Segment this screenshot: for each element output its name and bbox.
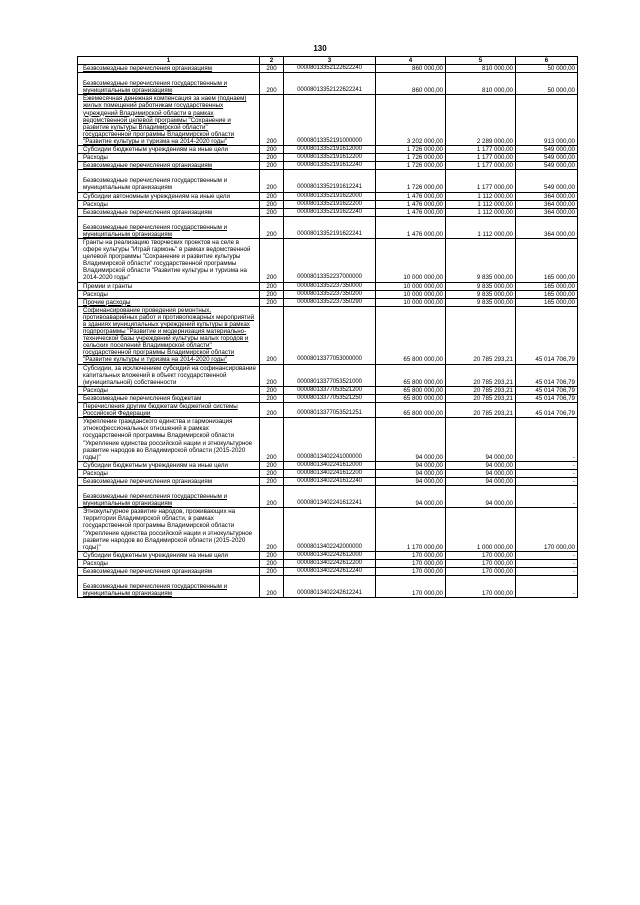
row-name-text: Безвозмездные перечисления организациям: [83, 477, 212, 485]
row-unexecuted-cell: -: [516, 486, 578, 508]
row-approved-cell: 170 000,00: [376, 568, 446, 576]
row-classification-code-cell: 00008013352122622240: [284, 65, 376, 73]
row-unexecuted-cell: 364 000,00: [516, 216, 578, 238]
row-admin-code-cell: 200: [260, 200, 284, 208]
row-classification-code-cell: 00008013352191612200: [284, 154, 376, 162]
row-admin-code-cell: 200: [260, 298, 284, 306]
row-unexecuted-cell: -: [516, 418, 578, 462]
row-approved-cell: 10 000 000,00: [376, 298, 446, 306]
row-classification-code-cell: 00008013352191622240: [284, 208, 376, 216]
row-unexecuted-cell: 364 000,00: [516, 192, 578, 200]
row-name-text: Прочие расходы: [83, 298, 131, 306]
row-unexecuted-cell: -: [516, 559, 578, 567]
row-approved-cell: 94 000,00: [376, 477, 446, 485]
row-unexecuted-cell: 45 014 706,79: [516, 364, 578, 386]
row-name-cell: [78, 403, 260, 418]
row-classification-code-cell: 00008013377053521000: [284, 364, 376, 386]
row-classification-code-cell: 00008013352191612241: [284, 170, 376, 192]
column-header: 4: [376, 57, 446, 65]
table-row: [78, 73, 578, 95]
row-executed-cell: 20 785 293,21: [446, 394, 516, 402]
row-unexecuted-cell: 170 000,00: [516, 508, 578, 552]
row-classification-code-cell: 00008013402242612241: [284, 576, 376, 598]
row-admin-code-cell: 200: [260, 282, 284, 290]
row-name-text: Безвозмездные перечисления организациям: [83, 162, 212, 170]
table-row: [78, 394, 578, 402]
column-header: 5: [446, 57, 516, 65]
row-name-cell: [78, 508, 260, 552]
row-classification-code-cell: 00008013402241000000: [284, 418, 376, 462]
row-executed-cell: 1 112 000,00: [446, 200, 516, 208]
row-name-text: Субсидии автономным учреждениям на иные цели: [83, 192, 230, 200]
row-classification-code-cell: 00008013352237350290: [284, 298, 376, 306]
row-unexecuted-cell: 549 000,00: [516, 146, 578, 154]
row-classification-code-cell: 00008013377053000000: [284, 306, 376, 364]
row-name-cell: [78, 216, 260, 238]
row-executed-cell: 170 000,00: [446, 559, 516, 567]
row-unexecuted-cell: -: [516, 461, 578, 469]
row-unexecuted-cell: 50 000,00: [516, 73, 578, 95]
table-row: [78, 65, 578, 73]
row-name-text: Безвозмездные перечисления организациям: [83, 65, 212, 73]
row-approved-cell: 170 000,00: [376, 576, 446, 598]
table-row: [78, 290, 578, 298]
row-name-cell: [78, 386, 260, 394]
column-header: 2: [260, 57, 284, 65]
row-approved-cell: 1 476 000,00: [376, 216, 446, 238]
row-classification-code-cell: 00008013352191622000: [284, 192, 376, 200]
row-name-cell: [78, 162, 260, 170]
row-approved-cell: 65 800 000,00: [376, 403, 446, 418]
row-executed-cell: 1 177 000,00: [446, 154, 516, 162]
row-name-cell: [78, 477, 260, 485]
row-unexecuted-cell: 45 014 706,79: [516, 403, 578, 418]
row-unexecuted-cell: 364 000,00: [516, 200, 578, 208]
row-name-cell: [78, 559, 260, 567]
column-header: 3: [284, 57, 376, 65]
row-approved-cell: 1 170 000,00: [376, 508, 446, 552]
row-approved-cell: 10 000 000,00: [376, 290, 446, 298]
row-name-cell: [78, 461, 260, 469]
row-admin-code-cell: 200: [260, 238, 284, 282]
table-row: [78, 508, 578, 552]
row-admin-code-cell: 200: [260, 418, 284, 462]
row-name-text: Расходы: [83, 154, 108, 162]
row-name-cell: [78, 282, 260, 290]
row-name-text: Безвозмездные перечисления бюджетам: [83, 394, 202, 402]
row-unexecuted-cell: 165 000,00: [516, 298, 578, 306]
row-name-text: Безвозмездные перечисления организациям: [83, 568, 212, 575]
row-executed-cell: 9 835 000,00: [446, 298, 516, 306]
row-classification-code-cell: 00008013402241612240: [284, 477, 376, 485]
table-header-row: [78, 57, 578, 65]
row-unexecuted-cell: -: [516, 469, 578, 477]
row-name-text: Безвозмездные перечисления государственным и муниципальным организациям: [83, 177, 228, 192]
row-approved-cell: 1 726 000,00: [376, 154, 446, 162]
row-approved-cell: 170 000,00: [376, 559, 446, 567]
row-admin-code-cell: 200: [260, 486, 284, 508]
row-executed-cell: 1 177 000,00: [446, 146, 516, 154]
row-executed-cell: 20 785 293,21: [446, 386, 516, 394]
row-unexecuted-cell: 913 000,00: [516, 95, 578, 146]
row-classification-code-cell: 00008013402242612240: [284, 568, 376, 576]
row-classification-code-cell: 00008013352237350200: [284, 290, 376, 298]
row-admin-code-cell: 200: [260, 508, 284, 552]
row-unexecuted-cell: -: [516, 477, 578, 485]
row-classification-code-cell: 00008013352122622241: [284, 73, 376, 95]
table-row: [78, 162, 578, 170]
row-admin-code-cell: 200: [260, 551, 284, 559]
row-name-cell: [78, 238, 260, 282]
row-admin-code-cell: 200: [260, 95, 284, 146]
row-classification-code-cell: 00008013402242612200: [284, 559, 376, 567]
row-classification-code-cell: 00008013352191622241: [284, 216, 376, 238]
row-name-cell: [78, 73, 260, 95]
row-admin-code-cell: 200: [260, 192, 284, 200]
table-row: [78, 170, 578, 192]
table-row: [78, 418, 578, 462]
row-approved-cell: 94 000,00: [376, 461, 446, 469]
row-approved-cell: 94 000,00: [376, 486, 446, 508]
row-spacer: [83, 486, 257, 493]
row-name-cell: [78, 154, 260, 162]
row-admin-code-cell: 200: [260, 290, 284, 298]
row-approved-cell: 65 800 000,00: [376, 306, 446, 364]
row-executed-cell: 94 000,00: [446, 469, 516, 477]
row-unexecuted-cell: 364 000,00: [516, 208, 578, 216]
row-classification-code-cell: 00008013377053521250: [284, 394, 376, 402]
row-executed-cell: 20 785 293,21: [446, 306, 516, 364]
row-name-text: Расходы: [83, 386, 108, 394]
row-executed-cell: 20 785 293,21: [446, 403, 516, 418]
row-name-cell: [78, 65, 260, 73]
row-name-cell: [78, 364, 260, 386]
row-admin-code-cell: 200: [260, 208, 284, 216]
row-unexecuted-cell: 45 014 706,79: [516, 306, 578, 364]
row-unexecuted-cell: 549 000,00: [516, 162, 578, 170]
row-admin-code-cell: 200: [260, 461, 284, 469]
row-approved-cell: 1 726 000,00: [376, 146, 446, 154]
row-name-text: Безвозмездные перечисления государственным и муниципальным организациям: [83, 493, 228, 508]
row-spacer: [83, 73, 257, 80]
table-row: [78, 238, 578, 282]
row-name-cell: [78, 170, 260, 192]
row-name-cell: [78, 576, 260, 598]
row-executed-cell: 1 112 000,00: [446, 192, 516, 200]
row-approved-cell: 10 000 000,00: [376, 238, 446, 282]
table-row: [78, 477, 578, 485]
row-approved-cell: 860 000,00: [376, 65, 446, 73]
row-name-cell: [78, 306, 260, 364]
row-name-cell: [78, 469, 260, 477]
row-admin-code-cell: 200: [260, 65, 284, 73]
row-executed-cell: 1 177 000,00: [446, 170, 516, 192]
row-admin-code-cell: 200: [260, 154, 284, 162]
row-unexecuted-cell: 549 000,00: [516, 154, 578, 162]
row-executed-cell: 9 835 000,00: [446, 290, 516, 298]
row-name-text: Укрепление гражданского единства и гармонизация этнокофессиональных отношений в рамках государственной программы Владимирской области "Укрепление единства российской нации и этнокультурное развитие народов во Владимирской области (2015-2020 годы)": [83, 418, 253, 461]
row-approved-cell: 3 202 000,00: [376, 95, 446, 146]
row-approved-cell: 65 800 000,00: [376, 386, 446, 394]
row-classification-code-cell: 00008013352237000000: [284, 238, 376, 282]
row-executed-cell: 810 000,00: [446, 65, 516, 73]
row-approved-cell: 170 000,00: [376, 551, 446, 559]
table-row: [78, 200, 578, 208]
row-admin-code-cell: 200: [260, 576, 284, 598]
row-name-cell: [78, 394, 260, 402]
row-executed-cell: 9 835 000,00: [446, 282, 516, 290]
budget-table: [77, 56, 578, 598]
row-classification-code-cell: 00008013402241612200: [284, 469, 376, 477]
row-name-cell: [78, 418, 260, 462]
row-name-cell: [78, 551, 260, 559]
row-classification-code-cell: 00008013402242000000: [284, 508, 376, 552]
table-row: [78, 208, 578, 216]
row-executed-cell: 1 112 000,00: [446, 208, 516, 216]
row-approved-cell: 1 726 000,00: [376, 162, 446, 170]
row-name-text: Безвозмездные перечисления государственным и муниципальным организациям: [83, 80, 228, 95]
row-name-text: Безвозмездные перечисления организациям: [83, 208, 212, 216]
row-admin-code-cell: 200: [260, 386, 284, 394]
page-number: 130: [313, 44, 327, 53]
row-admin-code-cell: 200: [260, 73, 284, 95]
table-row: [78, 282, 578, 290]
row-executed-cell: 9 835 000,00: [446, 238, 516, 282]
row-name-cell: [78, 486, 260, 508]
row-unexecuted-cell: 50 000,00: [516, 65, 578, 73]
row-name-cell: [78, 192, 260, 200]
row-unexecuted-cell: 165 000,00: [516, 238, 578, 282]
table-row: [78, 403, 578, 418]
row-executed-cell: 94 000,00: [446, 461, 516, 469]
row-unexecuted-cell: 45 014 706,79: [516, 386, 578, 394]
row-name-text: Субсидии бюджетным учреждениям на иные цели: [83, 146, 228, 154]
table-row: [78, 216, 578, 238]
row-name-text: Расходы: [83, 290, 108, 298]
row-classification-code-cell: 00008013352237350000: [284, 282, 376, 290]
row-classification-code-cell: 00008013352191000000: [284, 95, 376, 146]
table-row: [78, 306, 578, 364]
row-admin-code-cell: 200: [260, 469, 284, 477]
row-unexecuted-cell: 165 000,00: [516, 282, 578, 290]
row-name-text: Расходы: [83, 559, 108, 567]
row-admin-code-cell: 200: [260, 403, 284, 418]
table-body: [78, 65, 578, 598]
row-name-text: Безвозмездные перечисления государственным и муниципальным организациям: [83, 223, 228, 238]
row-executed-cell: 810 000,00: [446, 73, 516, 95]
row-approved-cell: 94 000,00: [376, 418, 446, 462]
row-classification-code-cell: 00008013402241612000: [284, 461, 376, 469]
table-row: [78, 576, 578, 598]
row-executed-cell: 94 000,00: [446, 418, 516, 462]
column-header: 1: [78, 57, 260, 65]
row-approved-cell: 65 800 000,00: [376, 364, 446, 386]
row-name-text: Субсидии, за исключением субсидий на софинансирование капитальных вложений в объект государственной (муниципальной) собственности: [83, 364, 256, 386]
row-admin-code-cell: 200: [260, 364, 284, 386]
row-executed-cell: 170 000,00: [446, 551, 516, 559]
row-approved-cell: 94 000,00: [376, 469, 446, 477]
row-name-text: Расходы: [83, 469, 108, 477]
table-row: [78, 461, 578, 469]
column-header: 6: [516, 57, 578, 65]
row-approved-cell: 860 000,00: [376, 73, 446, 95]
table-row: [78, 469, 578, 477]
row-classification-code-cell: 00008013352191612000: [284, 146, 376, 154]
row-name-cell: [78, 290, 260, 298]
row-admin-code-cell: 200: [260, 170, 284, 192]
row-name-text: Софинансирование проведения ремонтных, противоаварийных работ и противопожарных мероприятий в зданиях муниципальных учреждений культуры в рамках подпрограммы "Развитие и модернизация материально-технической базы учреждений культуры малых городов и сельских поселений Владимирской области" государственной программы Владимирской области "Развитие культуры и туризма на 2014-2020 годы": [83, 306, 255, 364]
table-row: [78, 486, 578, 508]
row-name-cell: [78, 298, 260, 306]
row-executed-cell: 94 000,00: [446, 486, 516, 508]
table-row: [78, 559, 578, 567]
row-unexecuted-cell: -: [516, 551, 578, 559]
row-classification-code-cell: 00008013402242612000: [284, 551, 376, 559]
row-unexecuted-cell: 165 000,00: [516, 290, 578, 298]
table-row: [78, 95, 578, 146]
row-unexecuted-cell: -: [516, 568, 578, 576]
row-approved-cell: 65 800 000,00: [376, 394, 446, 402]
table-row: [78, 568, 578, 576]
row-executed-cell: 20 785 293,21: [446, 364, 516, 386]
row-name-cell: [78, 200, 260, 208]
row-classification-code-cell: 00008013377053521251: [284, 403, 376, 418]
row-name-text: Ежемесячная денежная компенсация за наем (поднаем) жилых помещений работникам государственных учреждений Владимирской области в рамках ведомственной целевой программы "Сохранение и развитие культуры Владимирской области" государственной программы Владимирской области "Развитие культуры и туризма на 2014-2020 годы": [83, 95, 247, 145]
row-approved-cell: 1 476 000,00: [376, 192, 446, 200]
row-classification-code-cell: 00008013377053521200: [284, 386, 376, 394]
row-name-text: Расходы: [83, 200, 108, 208]
table-row: [78, 364, 578, 386]
row-approved-cell: 1 476 000,00: [376, 200, 446, 208]
row-approved-cell: 10 000 000,00: [376, 282, 446, 290]
row-approved-cell: 1 726 000,00: [376, 170, 446, 192]
row-name-text: Гранты на реализацию творческих проектов на селе в сфере культуры "Играй гармонь" в рамках ведомственной целевой программы "Сохранение и развитие культуры Владимирской области" государственной программы Владимирской области "Развитие культуры и туризма на 2014-2020 годы": [83, 238, 251, 282]
row-name-text: Премии и гранты: [83, 282, 133, 290]
row-name-text: Этнокультурное развитие народов, проживающих на территории Владимирской области, в рамках государственной программы Владимирской области "Укрепление единства российской нации и этнокультурное развитие народов во Владимирской области (2015-2020 годы)": [83, 508, 253, 551]
row-approved-cell: 1 476 000,00: [376, 208, 446, 216]
row-spacer: [83, 170, 257, 177]
row-admin-code-cell: 200: [260, 568, 284, 576]
table-row: [78, 154, 578, 162]
row-admin-code-cell: 200: [260, 146, 284, 154]
row-unexecuted-cell: -: [516, 576, 578, 598]
row-classification-code-cell: 00008013352191612240: [284, 162, 376, 170]
row-unexecuted-cell: 549 000,00: [516, 170, 578, 192]
row-name-text: Безвозмездные перечисления государственным и муниципальным организациям: [83, 583, 228, 598]
row-executed-cell: 2 289 000,00: [446, 95, 516, 146]
row-admin-code-cell: 200: [260, 394, 284, 402]
row-spacer: [83, 217, 257, 224]
row-name-cell: [78, 568, 260, 576]
row-executed-cell: 1 112 000,00: [446, 216, 516, 238]
table-row: [78, 386, 578, 394]
row-admin-code-cell: 200: [260, 162, 284, 170]
row-name-text: Перечисления другим бюджетам бюджетной системы Российской Федерации: [83, 403, 238, 418]
row-executed-cell: 1 177 000,00: [446, 162, 516, 170]
row-admin-code-cell: 200: [260, 216, 284, 238]
row-admin-code-cell: 200: [260, 306, 284, 364]
row-classification-code-cell: 00008013402241612241: [284, 486, 376, 508]
table-row: [78, 146, 578, 154]
row-name-cell: [78, 146, 260, 154]
row-admin-code-cell: 200: [260, 477, 284, 485]
row-name-cell: [78, 95, 260, 146]
row-spacer: [83, 576, 257, 583]
row-executed-cell: 94 000,00: [446, 477, 516, 485]
row-name-cell: [78, 208, 260, 216]
row-name-text: Субсидии бюджетным учреждениям на иные цели: [83, 551, 228, 559]
row-classification-code-cell: 00008013352191622200: [284, 200, 376, 208]
row-unexecuted-cell: 45 014 706,79: [516, 394, 578, 402]
row-admin-code-cell: 200: [260, 559, 284, 567]
row-executed-cell: 170 000,00: [446, 576, 516, 598]
table-row: [78, 192, 578, 200]
row-executed-cell: 1 000 000,00: [446, 508, 516, 552]
table-row: [78, 551, 578, 559]
table-row: [78, 298, 578, 306]
row-executed-cell: 170 000,00: [446, 568, 516, 576]
row-name-text: Субсидии бюджетным учреждениям на иные цели: [83, 461, 228, 469]
